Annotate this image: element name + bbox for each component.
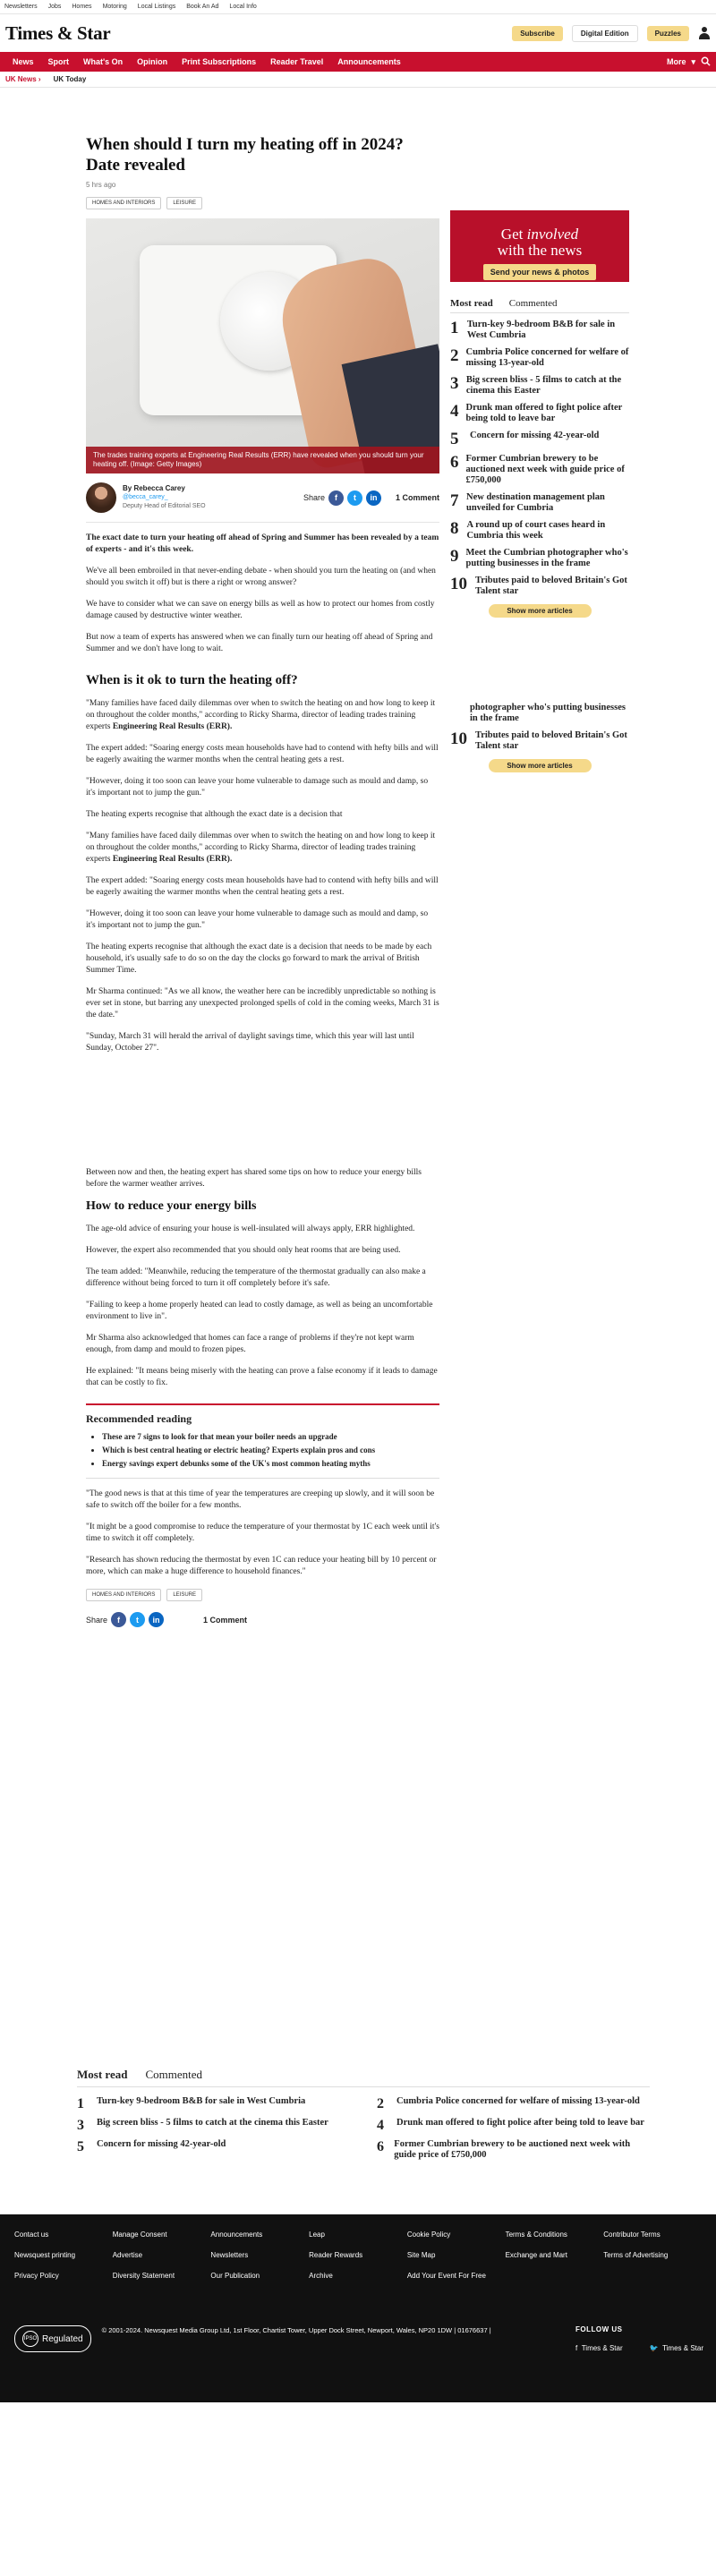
author-role: Deputy Head of Editorial SEO <box>123 503 206 509</box>
follow-us-title: FOLLOW US <box>575 2325 623 2333</box>
paragraph: The expert added: "Soaring energy costs mean households have had to contend with hefty bills and will be eagerly awaiting the warmer months when the central heating gets a rest. <box>86 744 439 764</box>
list-item[interactable] <box>450 454 629 486</box>
comments-link[interactable]: 1 Comment <box>203 1615 248 1625</box>
paragraph <box>86 831 439 866</box>
list-rank: 2 <box>377 2096 384 2111</box>
ad-space <box>86 1054 439 1157</box>
sticky-most-read <box>450 703 629 772</box>
recommended-reading <box>86 1403 439 1479</box>
promo-get: Get <box>500 226 527 243</box>
sidebar <box>450 210 629 772</box>
recommended-reading-title: Recommended reading <box>86 1412 192 1425</box>
paragraph: "Sunday, March 31 will herald the arrival of daylight savings time, which this year will last until Sunday, October 27". <box>86 1032 414 1053</box>
article-body <box>86 533 439 1578</box>
paragraph: However, the expert also recommended that you should only heat rooms that are being used. <box>86 1246 401 1255</box>
share-bar-bottom <box>86 1612 439 1627</box>
list-item-title[interactable]: Concern for missing 42-year-old <box>470 431 600 440</box>
err-link[interactable]: Engineering Real Results (ERR). <box>112 722 233 731</box>
recommended-link[interactable]: • Energy savings expert debunks some of the UK's most common heating myths <box>102 1458 439 1469</box>
most-read-tabs <box>450 298 629 313</box>
list-item-title[interactable]: Big screen bliss - 5 films to catch at the cinema this Easter <box>465 375 622 396</box>
article-lead: The exact date to turn your heating off ahead of Spring and Summer has been revealed by a team of experts - and it's this week. <box>86 533 439 554</box>
tag-leisure[interactable]: LEISURE <box>166 197 202 209</box>
footer-link[interactable]: Site Map <box>406 2251 436 2259</box>
list-rank: 4 <box>377 2118 384 2133</box>
list-item-title[interactable]: Turn-key 9-bedroom B&B for sale in West Cumbria <box>466 320 616 340</box>
list-rank: 4 <box>450 402 459 421</box>
facebook-icon[interactable]: f <box>328 490 344 506</box>
footer-link[interactable]: Announcements <box>210 2231 263 2239</box>
nav-item-announcements[interactable]: Announcements <box>337 57 401 66</box>
footer-link[interactable]: Terms & Conditions <box>505 2231 567 2239</box>
list-item[interactable] <box>450 548 629 569</box>
facebook-follow-link[interactable] <box>575 2344 623 2352</box>
list-rank: 6 <box>450 453 459 472</box>
follow-us <box>575 2325 703 2352</box>
tab-most-read[interactable]: Most read <box>450 298 493 309</box>
article <box>86 134 439 1627</box>
footer-link[interactable]: Our Publication <box>210 2272 260 2280</box>
nav-item-news[interactable]: News <box>13 57 34 66</box>
list-item-title[interactable]: A round up of court cases heard in Cumbria this week <box>466 520 606 541</box>
facebook-icon: f <box>575 2344 578 2352</box>
list-item-title[interactable]: Drunk man offered to fight police after being told to leave bar <box>396 2118 644 2128</box>
main-nav <box>0 52 716 72</box>
footer-links <box>0 2214 716 2280</box>
list-item-title[interactable]: Tributes paid to beloved Britain's Got Talent star <box>475 730 627 751</box>
paragraph-text: "Many families have faced daily dilemmas over when to switch the heating on and how long to keep it on throughout the colder months," according to Ricky Sharma, director of leading trades training experts <box>86 699 436 731</box>
tab-most-read[interactable]: Most read <box>77 2068 128 2081</box>
show-more-button[interactable]: Show more articles <box>489 759 592 772</box>
list-item-title[interactable]: photographer who's putting businesses in the frame <box>470 703 626 723</box>
sub-nav <box>0 72 716 88</box>
tag-homes-and-interiors[interactable]: HOMES AND INTERIORS <box>86 1589 161 1601</box>
nav-item-whats-on[interactable]: What's On <box>83 57 124 66</box>
subscribe-button[interactable]: Subscribe <box>512 26 563 41</box>
list-item[interactable] <box>77 2118 350 2134</box>
paragraph: Mr Sharma continued: "As we all know, the weather here can be incredibly unpredictable so nothing is ever set in stone, but barring any unexpected prolonged spells of cold in the coming weeks, March 31 is the date." <box>86 987 439 1019</box>
facebook-follow-label: Times & Star <box>581 2344 623 2352</box>
footer-link[interactable]: Archive <box>309 2272 333 2280</box>
subnav-uk-news[interactable]: UK News › <box>5 75 41 83</box>
list-item[interactable] <box>77 2096 350 2112</box>
paragraph: The team added: "Meanwhile, reducing the temperature of the thermostat gradually can also make a difference without being forced to turn it off completely before it's safe. <box>86 1267 426 1288</box>
section-heading: When is it ok to turn the heating off? <box>86 673 298 687</box>
footer-link[interactable]: Add Your Event For Free <box>406 2272 486 2280</box>
utility-bar <box>0 0 716 14</box>
list-item[interactable] <box>450 375 629 397</box>
list-item-title[interactable]: Cumbria Police concerned for welfare of missing 13-year-old <box>465 347 629 368</box>
nav-item-sport[interactable]: Sport <box>47 57 70 66</box>
list-item-title[interactable]: Tributes paid to beloved Britain's Got Talent star <box>475 576 627 596</box>
topbar-link[interactable]: Book An Ad <box>186 4 219 10</box>
footer-link[interactable]: Terms of Advertising <box>603 2251 669 2259</box>
topbar-link[interactable]: Motoring <box>102 4 127 10</box>
user-account-icon[interactable] <box>698 27 711 39</box>
list-rank: 9 <box>450 547 459 566</box>
ipso-badge[interactable] <box>14 2325 91 2352</box>
paragraph: The expert added: "Soaring energy costs mean households have had to contend with hefty bills and will be eagerly awaiting the warmer months when the central heating gets a rest. <box>86 876 439 897</box>
send-news-promo <box>450 210 629 282</box>
list-rank: 10 <box>450 729 467 748</box>
linkedin-icon[interactable]: in <box>366 490 381 506</box>
list-item[interactable] <box>450 520 629 542</box>
section-heading: How to reduce your energy bills <box>86 1199 257 1213</box>
nav-item-print-subscriptions[interactable]: Print Subscriptions <box>182 57 257 66</box>
nav-item-opinion[interactable]: Opinion <box>137 57 168 66</box>
facebook-icon[interactable]: f <box>111 1612 126 1627</box>
nav-more-button[interactable] <box>667 56 711 68</box>
subnav-uk-news-label: UK News <box>5 75 37 83</box>
paragraph <box>86 698 439 733</box>
list-item[interactable] <box>450 730 629 752</box>
footer-link[interactable]: Exchange and Mart <box>505 2251 567 2259</box>
list-item[interactable] <box>450 576 629 597</box>
recommended-link[interactable]: • These are 7 signs to look for that mean your boiler needs an upgrade <box>102 1431 439 1442</box>
subnav-uk-today[interactable]: UK Today <box>53 75 87 83</box>
site-logo[interactable]: Times & Star <box>5 21 111 44</box>
list-rank: 8 <box>450 519 459 538</box>
list-item[interactable] <box>77 2139 350 2161</box>
list-item[interactable] <box>377 2139 650 2161</box>
footer-link[interactable]: Privacy Policy <box>14 2272 59 2280</box>
footer-link[interactable]: Newsquest printing <box>14 2251 76 2259</box>
list-rank: 5 <box>450 430 459 448</box>
article-timestamp: 5 hrs ago <box>86 181 116 189</box>
footer-link[interactable]: Cookie Policy <box>406 2231 451 2239</box>
footer-link[interactable]: Newsletters <box>210 2251 249 2259</box>
footer-link[interactable]: Reader Rewards <box>309 2251 363 2259</box>
paragraph: Between now and then, the heating expert has shared some tips on how to reduce your energy bills before the warmer weather arrives. <box>86 1168 422 1189</box>
twitter-follow-label: Times & Star <box>662 2344 703 2352</box>
article-title: When should I turn my heating off in 2024? Date revealed <box>86 135 404 175</box>
bottom-most-read <box>77 2068 650 2161</box>
byline <box>86 482 439 523</box>
chevron-down-icon: ▾ <box>691 56 695 66</box>
paragraph: The heating experts recognise that although the exact date is a decision that needs to be made by each household, it's usually safe to do so on the day the clocks go forward to mark the arrival of British Summer Time. <box>86 943 432 975</box>
most-read-list <box>450 320 629 597</box>
tab-commented[interactable]: Commented <box>145 2068 202 2081</box>
list-item-title[interactable]: Cumbria Police concerned for welfare of missing 13-year-old <box>396 2096 640 2106</box>
list-item-title[interactable]: New destination management plan unveiled for Cumbria <box>466 492 605 513</box>
paragraph: "The good news is that at this time of year the temperatures are creeping up slowly, and it will soon be safe to switch off the boiler for a few months. <box>86 1489 435 1510</box>
paragraph: He explained: "It means being miserly with the heating can prove a false economy if it leads to damage that can be costly to fix. <box>86 1367 438 1387</box>
list-rank: 6 <box>377 2139 384 2154</box>
footer-link[interactable]: Leap <box>309 2231 325 2239</box>
topbar-link[interactable]: Newsletters <box>4 4 38 10</box>
footer-link[interactable]: Contributor Terms <box>603 2231 661 2239</box>
ipso-label: Regulated <box>42 2333 83 2344</box>
list-item[interactable] <box>450 492 629 514</box>
twitter-icon[interactable]: t <box>130 1612 145 1627</box>
list-rank: 3 <box>450 374 459 393</box>
paragraph: The age-old advice of ensuring your house is well-insulated will always apply, ERR highlighted. <box>86 1224 415 1233</box>
list-rank: 5 <box>77 2139 84 2154</box>
promo-with-news: with the news <box>497 242 583 259</box>
search-icon[interactable] <box>701 56 711 68</box>
paragraph-text: "Many families have faced daily dilemmas over when to switch the heating on and how long to keep it on throughout the colder months," according to Ricky Sharma, director of leading trades training experts <box>86 832 436 864</box>
paragraph: We have to consider what we can save on energy bills as well as how to protect our homes from costly damage caused by destructive winter weather. <box>86 600 435 620</box>
list-item[interactable] <box>450 347 629 369</box>
list-item-title[interactable]: Former Cumbrian brewery to be auctioned next week with guide price of £750,000 <box>465 454 625 485</box>
footer-link[interactable]: Advertise <box>112 2251 143 2259</box>
list-item[interactable] <box>450 320 629 341</box>
list-item-title[interactable]: Concern for missing 42-year-old <box>97 2139 226 2149</box>
list-item[interactable] <box>450 703 629 724</box>
list-rank: 2 <box>450 346 459 365</box>
puzzles-button[interactable]: Puzzles <box>647 26 689 41</box>
list-rank: 1 <box>450 319 459 337</box>
footer-link[interactable]: Diversity Statement <box>112 2272 175 2280</box>
comments-link[interactable]: 1 Comment <box>395 493 439 502</box>
tag-leisure[interactable]: LEISURE <box>166 1589 202 1601</box>
list-item-title[interactable]: Meet the Cumbrian photographer who's putting businesses in the frame <box>465 548 628 568</box>
paragraph: "It might be a good compromise to reduce the temperature of your thermostat by 1C each week until it's time to switch it off completely. <box>86 1523 439 1543</box>
paragraph: "Failing to keep a home properly heated can lead to costly damage, as well as being an uncomfortable environment to live in". <box>86 1301 433 1321</box>
twitter-icon: 🐦 <box>649 2344 659 2352</box>
author-name[interactable]: By Rebecca Carey <box>123 484 185 492</box>
show-more-button[interactable]: Show more articles <box>489 604 592 618</box>
share-label: Share <box>303 493 325 502</box>
paragraph: "Research has shown reducing the thermostat by even 1C can reduce your heating bill by 10 percent or more, which can make a huge difference to household finances." <box>86 1556 437 1576</box>
list-item[interactable] <box>450 431 629 448</box>
list-item-title[interactable]: Big screen bliss - 5 films to catch at the cinema this Easter <box>97 2118 328 2128</box>
paragraph: Mr Sharma also acknowledged that homes can face a range of problems if they're not kept warm enough, from damp and mould to frozen pipes. <box>86 1334 414 1354</box>
list-item[interactable] <box>377 2118 650 2134</box>
paragraph: We've all been embroiled in that never-ending debate - when should you turn the heating on (and when should you switch it off) but is there a right or wrong answer? <box>86 567 436 587</box>
list-rank: 10 <box>450 575 467 593</box>
site-footer <box>0 2214 716 2402</box>
list-item-title[interactable]: Turn-key 9-bedroom B&B for sale in West Cumbria <box>97 2096 306 2106</box>
topbar-link[interactable]: Local Listings <box>137 4 176 10</box>
image-caption: The trades training experts at Engineering Real Results (ERR) have revealed when you should turn your heating off. (Image: Getty Images) <box>86 447 439 473</box>
share-label: Share <box>86 1615 108 1625</box>
paragraph: But now a team of experts has answered when we can finally turn our heating off ahead of Spring and Summer and we don't have long to wait. <box>86 633 433 653</box>
send-news-button[interactable]: Send your news & photos <box>483 264 597 280</box>
list-rank: 1 <box>77 2096 84 2111</box>
author-twitter-handle[interactable]: @becca_carey_ <box>123 494 168 500</box>
paragraph: The heating experts recognise that although the exact date is a decision that <box>86 810 343 819</box>
ipso-logo-icon: IPSO <box>22 2331 38 2347</box>
topbar-link[interactable]: Homes <box>72 4 92 10</box>
list-item-title[interactable]: Former Cumbrian brewery to be auctioned next week with guide price of £750,000 <box>394 2139 631 2160</box>
promo-involved: involved <box>526 226 579 243</box>
list-item[interactable] <box>377 2096 650 2112</box>
tab-commented[interactable]: Commented <box>508 298 558 309</box>
topbar-link[interactable]: Local Info <box>229 4 257 10</box>
list-item[interactable] <box>450 403 629 424</box>
list-item-title[interactable]: Drunk man offered to fight police after being told to leave bar <box>465 403 623 423</box>
nav-item-reader-travel[interactable]: Reader Travel <box>270 57 324 66</box>
copyright: © 2001-2024. Newsquest Media Group Ltd, 1st Floor, Chartist Tower, Upper Dock Street, Newport, Wales, NP20 1DW | 01676637 | <box>101 2326 491 2334</box>
err-link[interactable]: Engineering Real Results (ERR). <box>112 855 233 864</box>
digital-edition-button[interactable]: Digital Edition <box>572 25 638 42</box>
author-avatar[interactable] <box>86 482 116 513</box>
footer-link[interactable]: Manage Consent <box>112 2231 167 2239</box>
paragraph: "However, doing it too soon can leave your home vulnerable to damage such as mould and damp, so it's important not to jump the gun." <box>86 777 429 798</box>
recommended-link[interactable]: • Which is best central heating or electric heating? Experts explain pros and cons <box>102 1445 439 1455</box>
linkedin-icon[interactable]: in <box>149 1612 164 1627</box>
list-rank: 7 <box>450 491 459 510</box>
topbar-link[interactable]: Jobs <box>47 4 62 10</box>
list-rank: 3 <box>77 2118 84 2133</box>
tag-homes-and-interiors[interactable]: HOMES AND INTERIORS <box>86 197 161 209</box>
twitter-icon[interactable]: t <box>347 490 362 506</box>
site-header <box>0 14 716 52</box>
nav-more-label: More <box>666 57 686 66</box>
footer-link[interactable]: Contact us <box>14 2231 49 2239</box>
twitter-follow-link[interactable] <box>650 2344 703 2352</box>
paragraph: "However, doing it too soon can leave your home vulnerable to damage such as mould and damp, so it's important not to jump the gun." <box>86 909 429 930</box>
hero-image <box>86 218 439 473</box>
